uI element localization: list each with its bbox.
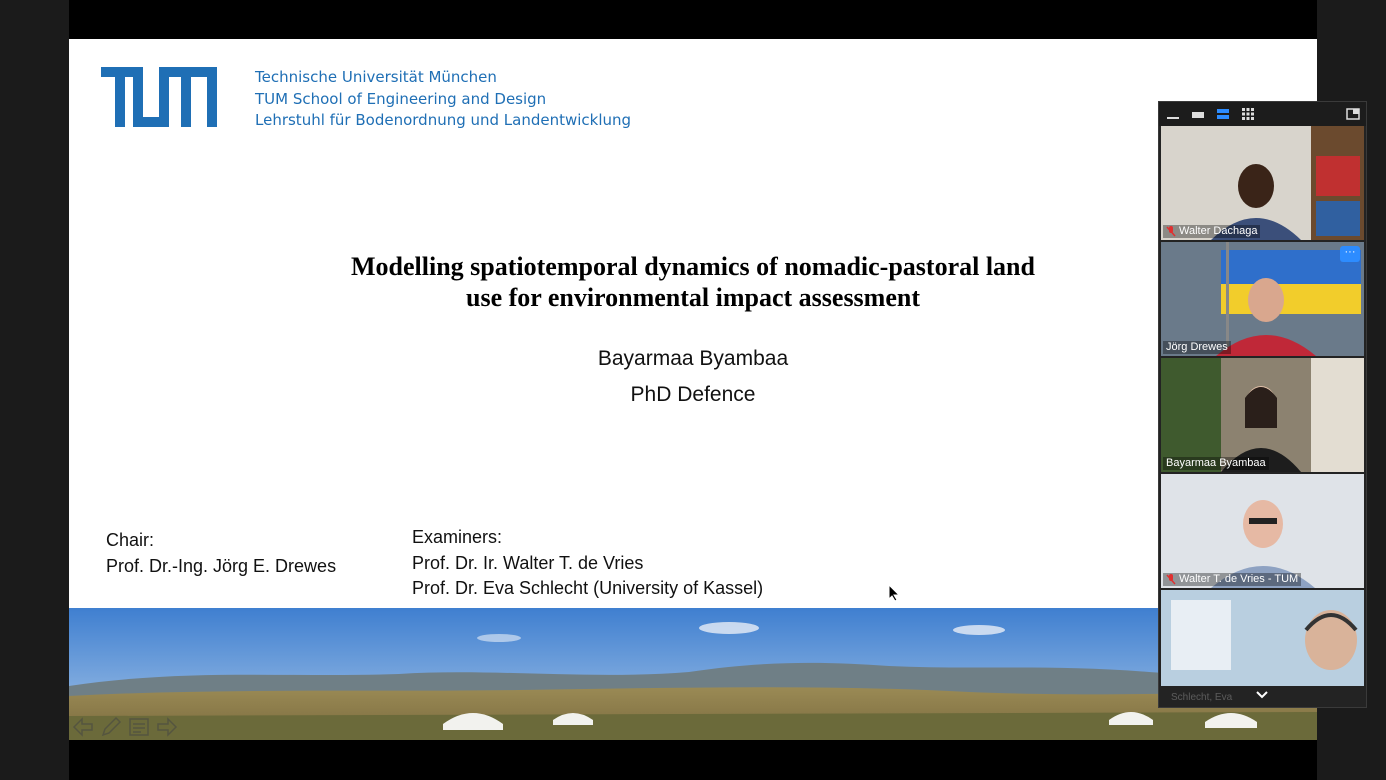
steppe-landscape-image [69,608,1317,740]
muted-mic-icon [1166,226,1176,237]
speaker-view-icon[interactable] [1215,106,1231,122]
video-tile[interactable] [1161,590,1364,686]
chevron-down-icon[interactable] [1254,689,1270,701]
participant-name: Schlecht, Eva [1171,692,1233,703]
exit-fullscreen-icon[interactable] [1345,106,1361,122]
prev-slide-icon[interactable] [71,715,95,739]
gallery-view-icon[interactable] [1240,106,1256,122]
chair-block [106,527,336,579]
participant-video [1161,474,1364,588]
slide-title [219,251,1167,313]
participant-name: Walter Dachaga [1179,225,1258,237]
video-tile[interactable] [1161,358,1364,472]
mouse-cursor-icon [888,584,900,602]
examiner-name: Prof. Dr. Eva Schlecht (University of Kassel) [412,578,764,598]
participant-video [1161,126,1364,240]
participant-name-label [1163,457,1269,470]
slide-title-line: use for environmental impact assessment [465,283,920,312]
video-tile[interactable] [1161,126,1364,240]
menu-icon[interactable] [127,715,151,739]
slide-navigation [71,715,179,739]
presenter-name: Bayarmaa Byambaa [597,347,789,370]
examiners-block [412,525,763,602]
participant-name-label [1163,225,1260,238]
chair-name: Prof. Dr.-Ing. Jörg E. Drewes [106,556,337,576]
examiners-label: Examiners: [412,527,503,547]
more-options-button[interactable]: ··· [1340,246,1360,262]
tum-logo [101,67,217,127]
institution-line: Technische Universität München [255,68,497,86]
minimize-icon[interactable] [1165,106,1181,122]
participant-video [1161,242,1364,356]
participant-name-label [1163,341,1231,354]
participants-gallery [1158,101,1367,708]
institution-lines [255,67,631,132]
participant-name: Walter T. de Vries - TUM [1179,573,1299,585]
participant-name: Jörg Drewes [1166,341,1228,353]
institution-line: TUM School of Engineering and Design [255,89,547,108]
examiner-name: Prof. Dr. Ir. Walter T. de Vries [412,552,644,573]
slide-title-line: Modelling spatiotemporal dynamics of nomadic-pastoral land [351,252,1035,281]
gallery-toolbar [1159,102,1366,126]
video-tile[interactable] [1161,242,1364,356]
chair-label: Chair: [106,530,155,550]
institution-line: Lehrstuhl für Bodenordnung und Landentwicklung [255,111,632,129]
event-name: PhD Defence [630,383,756,406]
participant-video [1161,590,1364,686]
participant-name: Bayarmaa Byambaa [1166,457,1266,469]
pen-icon[interactable] [99,715,123,739]
presentation-slide [69,39,1317,740]
video-tile[interactable] [1161,474,1364,588]
participant-name-label [1163,573,1301,586]
next-slide-icon[interactable] [155,715,179,739]
thumbnail-view-icon[interactable] [1190,106,1206,122]
participant-video [1161,358,1364,472]
muted-mic-icon [1166,574,1176,585]
